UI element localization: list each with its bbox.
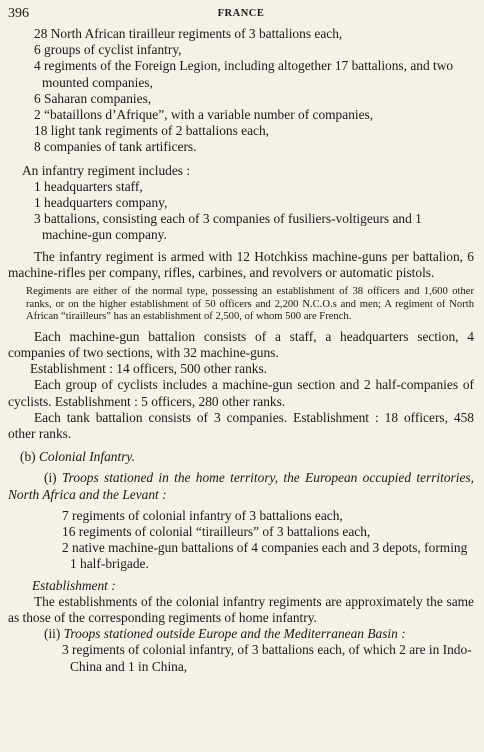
intro-list — [8, 26, 474, 156]
list-item: 1 headquarters staff, — [34, 178, 143, 194]
subsection-title: Troops stationed outside Europe and the Mediterranean Basin : — [63, 626, 406, 642]
subsection-prefix: (ii) — [44, 626, 61, 642]
list-item: 6 groups of cyclist infantry, — [34, 42, 182, 58]
list-item: 16 regiments of colonial “tirailleurs” of 3 battalions each, — [62, 524, 371, 540]
list-item: 2 “bataillons d’Afrique”, with a variable number of companies, — [34, 107, 374, 123]
page-header — [8, 4, 474, 26]
section-title: Colonial Infantry. — [38, 449, 135, 465]
list-item: 3 battalions, consisting each of 3 companies of fusiliers-voltigeurs and 1 machine-gun company. — [34, 211, 422, 243]
colonial-list — [8, 508, 474, 573]
list-item: 18 light tank regiments of 2 battalions each, — [34, 123, 270, 139]
list-item: 3 regiments of colonial infantry, of 3 battalions each, of which 2 are in Indo-China and 1 in China, — [62, 642, 472, 674]
paragraph-colonial-establishment: The establishments of the colonial infantry regiments are approximately the same as those of the corresponding regiments of home infantry. — [8, 593, 474, 626]
paragraph-tank: Each tank battalion consists of 3 companies. Establishment : 18 officers, 458 other ranks. — [8, 409, 474, 442]
section-prefix: (b) — [20, 449, 36, 465]
section-heading-colonial — [8, 449, 474, 465]
list-item: 28 North African tirailleur regiments of 3 battalions each, — [34, 26, 343, 41]
paragraph-armament: The infantry regiment is armed with 12 Hotchkiss machine-guns per battalion, 6 machine-rifles per company, rifles, carbines, and revolvers or automatic pistols. — [8, 248, 474, 280]
paragraph-machine-gun-establishment: Establishment : 14 officers, 500 other ranks. — [30, 361, 268, 377]
list-item: 4 regiments of the Foreign Legion, including altogether 17 battalions, and two mounted companies, — [34, 58, 454, 90]
list-item: 2 native machine-gun battalions of 4 companies each and 3 depots, forming 1 half-brigade. — [62, 540, 468, 572]
regiment-intro: An infantry regiment includes : — [22, 162, 191, 178]
final-list — [8, 642, 474, 674]
subsection-prefix: (i) — [44, 470, 57, 486]
paragraph-cyclist: Each group of cyclists includes a machine-gun section and 2 half-companies of cyclists. Establishment : 5 officers, 280 other ranks. — [8, 377, 474, 409]
subsection-i — [8, 470, 474, 502]
establishment-heading: Establishment : — [32, 577, 116, 593]
subsection-ii — [8, 626, 474, 642]
page-number: 396 — [8, 6, 29, 21]
note-establishment: Regiments are either of the normal type, possessing an establishment of 38 officers and 1,600 other ranks, or on the higher establishment of 50 officers and 2,200 N.C.O.s and men; A regiment of North African “tirailleurs” has an establishment of 2,500, of whom 500 are French. — [26, 286, 474, 323]
regiment-list — [8, 179, 474, 244]
list-item: 1 headquarters company, — [34, 195, 168, 211]
list-item: 8 companies of tank artificers. — [34, 139, 197, 155]
running-head: FRANCE — [217, 8, 265, 19]
list-item: 6 Saharan companies, — [34, 90, 152, 106]
paragraph-machine-gun: Each machine-gun battalion consists of a staff, a headquarters section, 4 companies of two sections, with 32 machine-guns. — [8, 328, 474, 361]
subsection-title: Troops stationed in the home territory, the European occupied territories, North Africa and the Levant : — [8, 470, 474, 502]
list-item: 7 regiments of colonial infantry of 3 battalions each, — [62, 507, 343, 523]
